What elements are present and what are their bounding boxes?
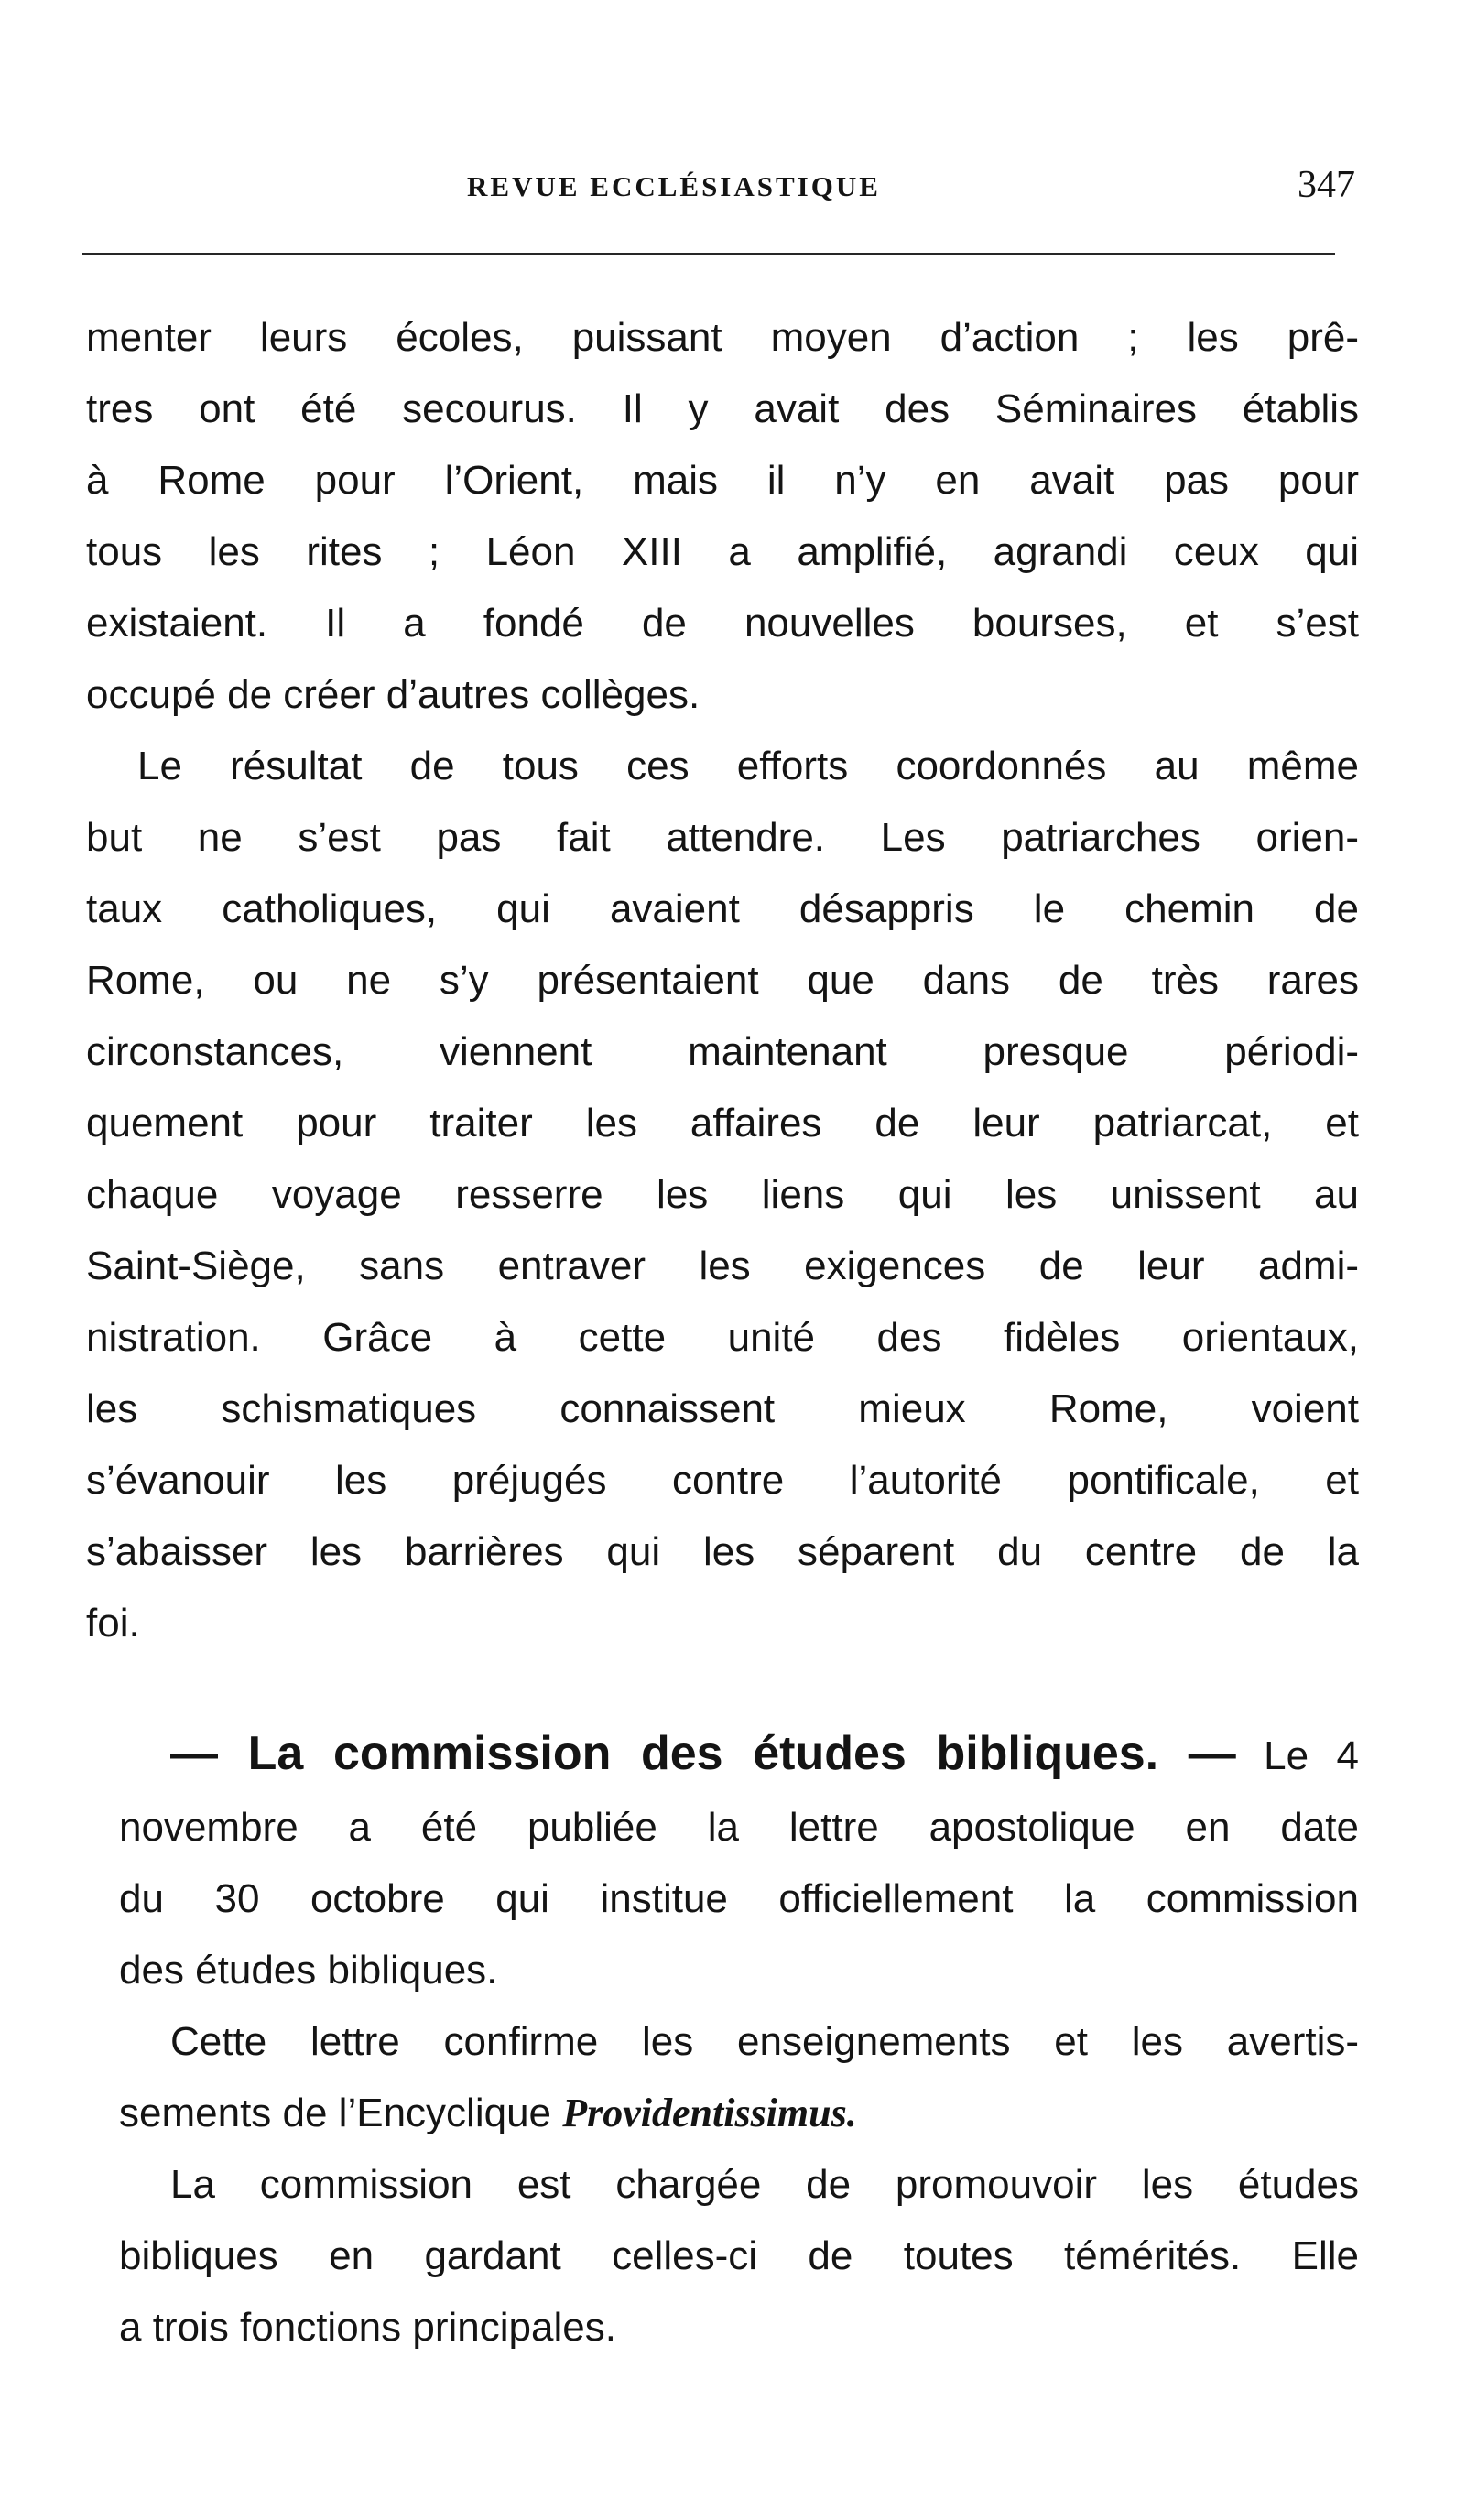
text-line: Cette lettre confirme les enseignements et les avertis- <box>170 2019 1359 2064</box>
encyclical-title: Providentissimus. <box>562 2091 857 2135</box>
section-heading: — La commission des études bibliques. — <box>170 1727 1236 1780</box>
text-line: novembre a été publiée la lettre apostolique en date <box>119 1805 1359 1850</box>
running-title: REVUE ECCLÉSIASTIQUE <box>467 170 881 202</box>
text-line: foi. <box>86 1601 140 1646</box>
text-line: but ne s’est pas fait attendre. Les patriarches orien- <box>86 815 1359 860</box>
text-fragment: sements de l’Encyclique <box>119 2091 563 2135</box>
section-heading-rest: Le 4 <box>1235 1733 1359 1778</box>
text-line <box>119 2078 1359 2149</box>
text-line: La commission est chargée de promouvoir les études <box>170 2162 1359 2207</box>
page-header <box>82 163 1355 209</box>
section-biblical-commission <box>86 1718 1359 2363</box>
text-line: nistration. Grâce à cette unité des fidèles orientaux, <box>86 1315 1359 1360</box>
text-line: menter leurs écoles, puissant moyen d’action ; les prê- <box>86 315 1359 360</box>
text-line: tous les rites ; Léon XIII a amplifié, agrandi ceux qui <box>86 529 1359 574</box>
text-line: occupé de créer d’autres collèges. <box>86 672 700 717</box>
text-line: tres ont été secourus. Il y avait des Séminaires établis <box>86 386 1359 431</box>
section-first-line <box>119 1718 1359 1792</box>
page-number: 347 <box>1298 164 1355 206</box>
text-line: Saint-Siège, sans entraver les exigences de leur admi- <box>86 1244 1359 1288</box>
text-line: Le résultat de tous ces efforts coordonnés au même <box>137 744 1359 788</box>
text-line: s’abaisser les barrières qui les séparent du centre de la <box>86 1529 1359 1574</box>
text-line: à Rome pour l’Orient, mais il n’y en avait pas pour <box>86 458 1359 503</box>
paragraph-2 <box>86 731 1359 1659</box>
header-rule <box>82 253 1335 255</box>
paragraph-1 <box>86 302 1359 731</box>
text-line: a trois fonctions principales. <box>119 2305 616 2350</box>
body-text <box>86 302 1359 2363</box>
text-line: s’évanouir les préjugés contre l’autorité pontificale, et <box>86 1458 1359 1503</box>
text-line: taux catholiques, qui avaient désappris le chemin de <box>86 886 1359 931</box>
text-line: des études bibliques. <box>119 1948 498 1993</box>
text-line: quement pour traiter les affaires de leur patriarcat, et <box>86 1101 1359 1146</box>
text-line: existaient. Il a fondé de nouvelles bourses, et s’est <box>86 601 1359 646</box>
text-line: bibliques en gardant celles-ci de toutes témérités. Elle <box>119 2233 1359 2278</box>
text-line: circonstances, viennent maintenant presque périodi- <box>86 1029 1359 1074</box>
text-line: chaque voyage resserre les liens qui les unissent au <box>86 1172 1359 1217</box>
text-line: Rome, ou ne s’y présentaient que dans de très rares <box>86 958 1359 1003</box>
text-line: les schismatiques connaissent mieux Rome, voient <box>86 1386 1359 1431</box>
text-line: du 30 octobre qui institue officiellement la commission <box>119 1876 1359 1921</box>
